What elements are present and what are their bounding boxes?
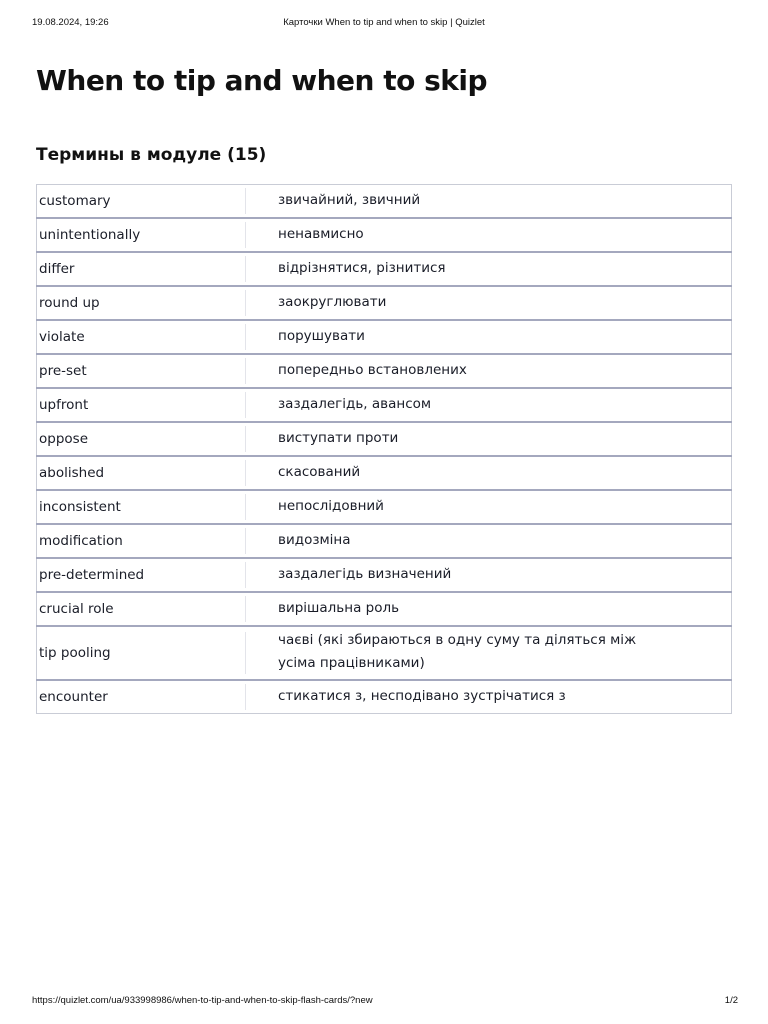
definition-text: виступати проти — [278, 429, 399, 446]
term-cell — [37, 286, 247, 320]
definition-cell — [246, 456, 732, 490]
definition-text: порушувати — [278, 327, 365, 344]
definition-cell — [246, 558, 732, 592]
definition-cell — [246, 320, 732, 354]
term-cell — [37, 185, 247, 219]
definition-text: заздалегідь визначений — [278, 565, 452, 582]
definition-cell — [246, 218, 732, 252]
definition-cell — [246, 490, 732, 524]
definition-cell — [246, 524, 732, 558]
term-cell — [37, 252, 247, 286]
print-date: 19.08.2024, 19:26 — [32, 17, 109, 28]
term-text: unintentionally — [39, 222, 246, 248]
table-row — [37, 558, 732, 592]
definition-text: заокруглювати — [278, 293, 387, 310]
page-number: 1/2 — [724, 995, 738, 1006]
table-row — [37, 626, 732, 680]
term-cell — [37, 320, 247, 354]
term-text: pre-determined — [39, 562, 246, 588]
definition-cell — [246, 388, 732, 422]
term-cell — [37, 680, 247, 714]
term-cell — [37, 218, 247, 252]
table-row — [37, 422, 732, 456]
definition-text: стикатися з, несподівано зустрічатися з — [278, 687, 566, 704]
definition-cell — [246, 422, 732, 456]
terms-table-body — [37, 185, 732, 714]
term-cell — [37, 626, 247, 680]
terms-table — [36, 184, 732, 714]
print-footer — [0, 995, 768, 1009]
table-row — [37, 354, 732, 388]
definition-cell — [246, 354, 732, 388]
definition-text: непослідовний — [278, 497, 384, 514]
table-row — [37, 320, 732, 354]
table-row — [37, 388, 732, 422]
term-text: modification — [39, 528, 246, 554]
term-text: customary — [39, 188, 246, 214]
table-row — [37, 490, 732, 524]
definition-text: відрізнятися, різнитися — [278, 259, 446, 276]
table-row — [37, 286, 732, 320]
term-text: pre-set — [39, 358, 246, 384]
print-document-title: Карточки When to tip and when to skip | Quizlet — [283, 17, 485, 28]
page-title: When to tip and when to skip — [36, 64, 488, 97]
term-text: differ — [39, 256, 246, 282]
definition-cell — [246, 252, 732, 286]
definition-cell — [246, 680, 732, 714]
term-cell — [37, 422, 247, 456]
table-row — [37, 680, 732, 714]
definition-text: скасований — [278, 463, 361, 480]
definition-cell — [246, 592, 732, 626]
definition-cell — [246, 286, 732, 320]
term-text: oppose — [39, 426, 246, 452]
term-cell — [37, 388, 247, 422]
table-row — [37, 252, 732, 286]
term-cell — [37, 490, 247, 524]
table-row — [37, 456, 732, 490]
definition-text: звичайний, звичний — [278, 191, 421, 208]
term-text: violate — [39, 324, 246, 350]
term-cell — [37, 354, 247, 388]
definition-text: видозміна — [278, 531, 351, 548]
term-text: abolished — [39, 460, 246, 486]
term-text: crucial role — [39, 596, 246, 622]
term-cell — [37, 524, 247, 558]
term-cell — [37, 456, 247, 490]
page-url: https://quizlet.com/ua/933998986/when-to-tip-and-when-to-skip-flash-cards/?new — [32, 995, 373, 1006]
term-text: inconsistent — [39, 494, 246, 520]
term-text: upfront — [39, 392, 246, 418]
print-header — [0, 17, 768, 31]
table-row — [37, 592, 732, 626]
definition-text: ненавмисно — [278, 225, 364, 242]
table-row — [37, 524, 732, 558]
term-text: encounter — [39, 684, 246, 710]
definition-cell — [246, 626, 732, 680]
definition-cell — [246, 185, 732, 219]
definition-text: попередньо встановлених — [278, 361, 467, 378]
definition-text: чаєві (які збираються в одну суму та діляться між усіма працівниками) — [278, 632, 637, 671]
term-cell — [37, 592, 247, 626]
definition-text: вирішальна роль — [278, 599, 400, 616]
definition-text: заздалегідь, авансом — [278, 395, 432, 412]
terms-section-heading: Термины в модуле (15) — [36, 145, 267, 165]
term-text: tip pooling — [39, 632, 246, 674]
table-row — [37, 185, 732, 219]
term-cell — [37, 558, 247, 592]
term-text: round up — [39, 290, 246, 316]
table-row — [37, 218, 732, 252]
